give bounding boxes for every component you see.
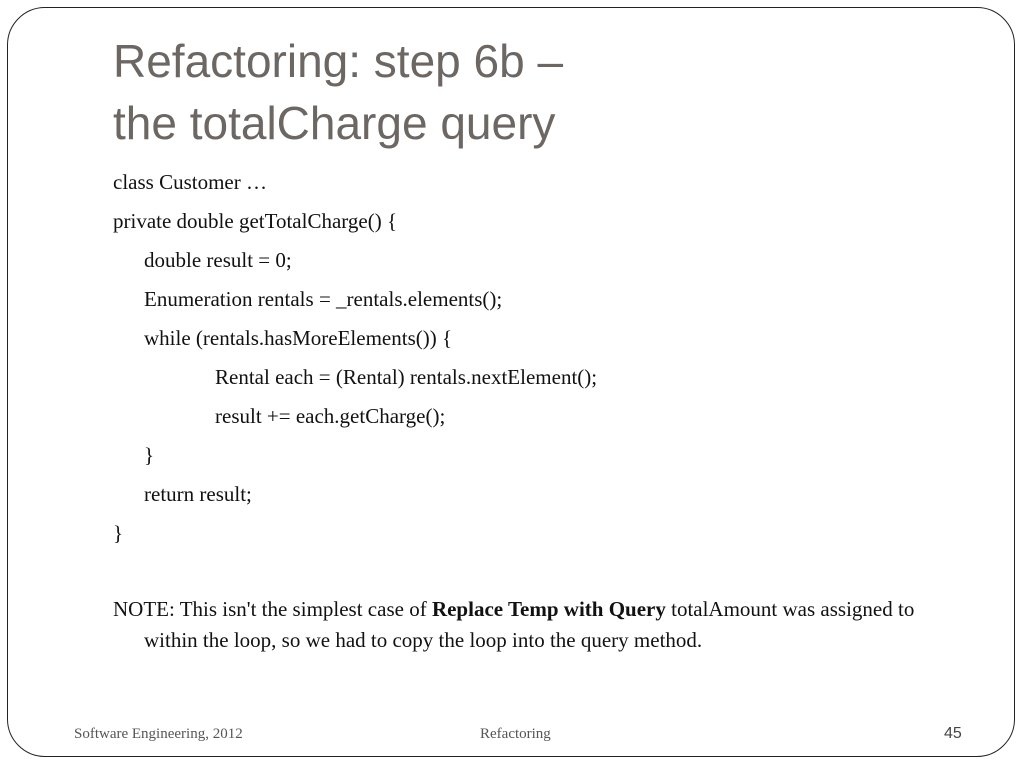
code-line-loop-close: } bbox=[144, 443, 155, 467]
footer-course: Software Engineering, 2012 bbox=[74, 726, 243, 742]
slide-title-line-1: Refactoring: step 6b – bbox=[113, 35, 564, 87]
note-emphasis: Replace Temp with Query bbox=[431, 597, 666, 621]
note-prefix: NOTE: This isn't the simplest case of bbox=[113, 597, 432, 621]
code-line-return: return result; bbox=[144, 482, 252, 506]
code-line-while-loop: while (rentals.hasMoreElements()) { bbox=[144, 326, 453, 350]
slide-body bbox=[113, 166, 943, 656]
code-line-method-signature: private double getTotalCharge() { bbox=[113, 209, 398, 233]
slide-title bbox=[113, 30, 973, 154]
code-line-class-declaration: class Customer … bbox=[113, 170, 267, 194]
note-suffix: totalAmount was assigned to within the loop, so we had to copy the loop into the query method. bbox=[144, 597, 915, 652]
slide-title-line-2: the totalCharge query bbox=[113, 97, 556, 149]
code-line-result-accumulate: result += each.getCharge(); bbox=[215, 404, 446, 428]
slide-number: 45 bbox=[944, 725, 962, 742]
code-line-method-close: } bbox=[113, 521, 124, 545]
code-line-enumeration: Enumeration rentals = _rentals.elements(); bbox=[144, 287, 503, 311]
code-line-result-init: double result = 0; bbox=[144, 248, 292, 272]
code-line-rental-each: Rental each = (Rental) rentals.nextElement(); bbox=[215, 365, 598, 389]
footer-topic: Refactoring bbox=[480, 726, 551, 742]
note-paragraph bbox=[113, 594, 943, 656]
